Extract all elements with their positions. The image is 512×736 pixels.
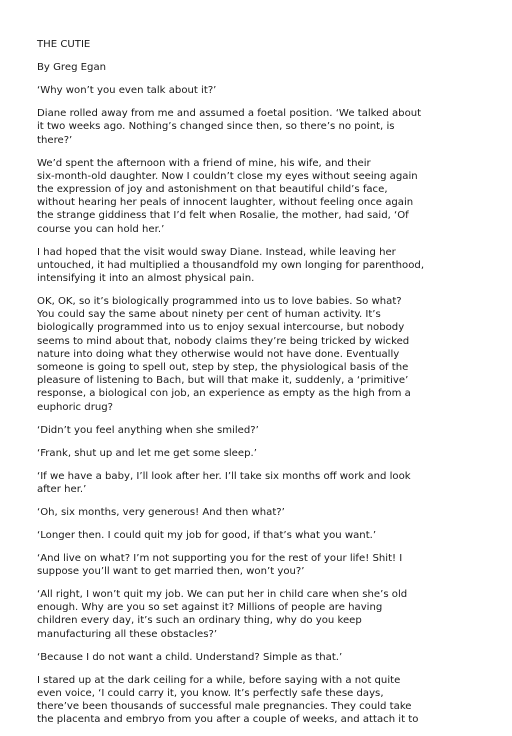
paragraph: ‘Frank, shut up and let me get some sleep.’ — [37, 447, 257, 459]
paragraph: I stared up at the dark ceiling for a while, before saying with a not quite even voice, ‘I could carry it, you know. It’s perfectly safe these days, there’ve been thousands of successful male pregnancies. They could take the placenta and embryo from you after a couple of weeks, and attach it to — [37, 674, 419, 726]
paragraph: Diane rolled away from me and assumed a foetal position. ‘We talked about it two weeks ago. Nothing’s changed since then, so there’s no point, is there?’ — [37, 108, 422, 146]
paragraph: I had hoped that the visit would sway Diane. Instead, while leaving her untouched, it had multiplied a thousandfold my own longing for parenthood, intensifying it into an almost physical pain. — [37, 246, 425, 285]
paragraph: ‘And live on what? I’m not supporting you for the rest of your life! Shit! I suppose you’ll want to get married then, won’t you?’ — [37, 552, 403, 578]
paragraph: ‘Why won’t you even talk about it?’ — [37, 85, 217, 97]
paragraph: ‘If we have a baby, I’ll look after her. I’ll take six months off work and look after her.’ — [37, 470, 411, 495]
paragraph: ‘Because I do not want a child. Understand? Simple as that.’ — [37, 651, 343, 663]
paragraph: We’d spent the afternoon with a friend of mine, his wife, and their six-month-old daughter. Now I couldn’t close my eyes without seeing again the expression of joy and astonishment on that beautiful child’s face, without hearing her peals of innocent laughter, without feeling once again the strange giddiness that I’d felt when Rosalie, the mother, had said, ‘Of course you can hold her.’ — [37, 157, 418, 235]
paragraph: ‘All right, I won’t quit my job. We can put her in child care when she’s old enough. Why are you so set against it? Millions of people are having children every day, it’s such an ordinary thing, why do you keep manufacturing all these obstacles?’ — [37, 589, 408, 640]
paragraph: ‘Longer then. I could quit my job for good, if that’s what you want.’ — [37, 529, 377, 541]
byline: By Greg Egan — [37, 62, 107, 74]
story-title: THE CUTIE — [37, 39, 91, 50]
paragraph: ‘Didn’t you feel anything when she smiled?’ — [37, 424, 259, 436]
paragraph: OK, OK, so it’s biologically programmed into us to love babies. So what? You could say the same about ninety per cent of human activity. It’s biologically programmed into us to enjoy sexual intercourse, but nobody seems to mind about that, nobody claims they’re being tricked by wicked nature into doing what they otherwise would not have done. Eventually someone is going to spell out, step by step, the physiological basis of the pleasure of listening to Bach, but will that make it, suddenly, a ‘primitive’ response, a biological con job, an experience as empty as the high from a euphoric drug? — [37, 296, 411, 413]
paragraph: ‘Oh, six months, very generous! And then what?’ — [37, 506, 285, 518]
document-page — [37, 38, 495, 736]
